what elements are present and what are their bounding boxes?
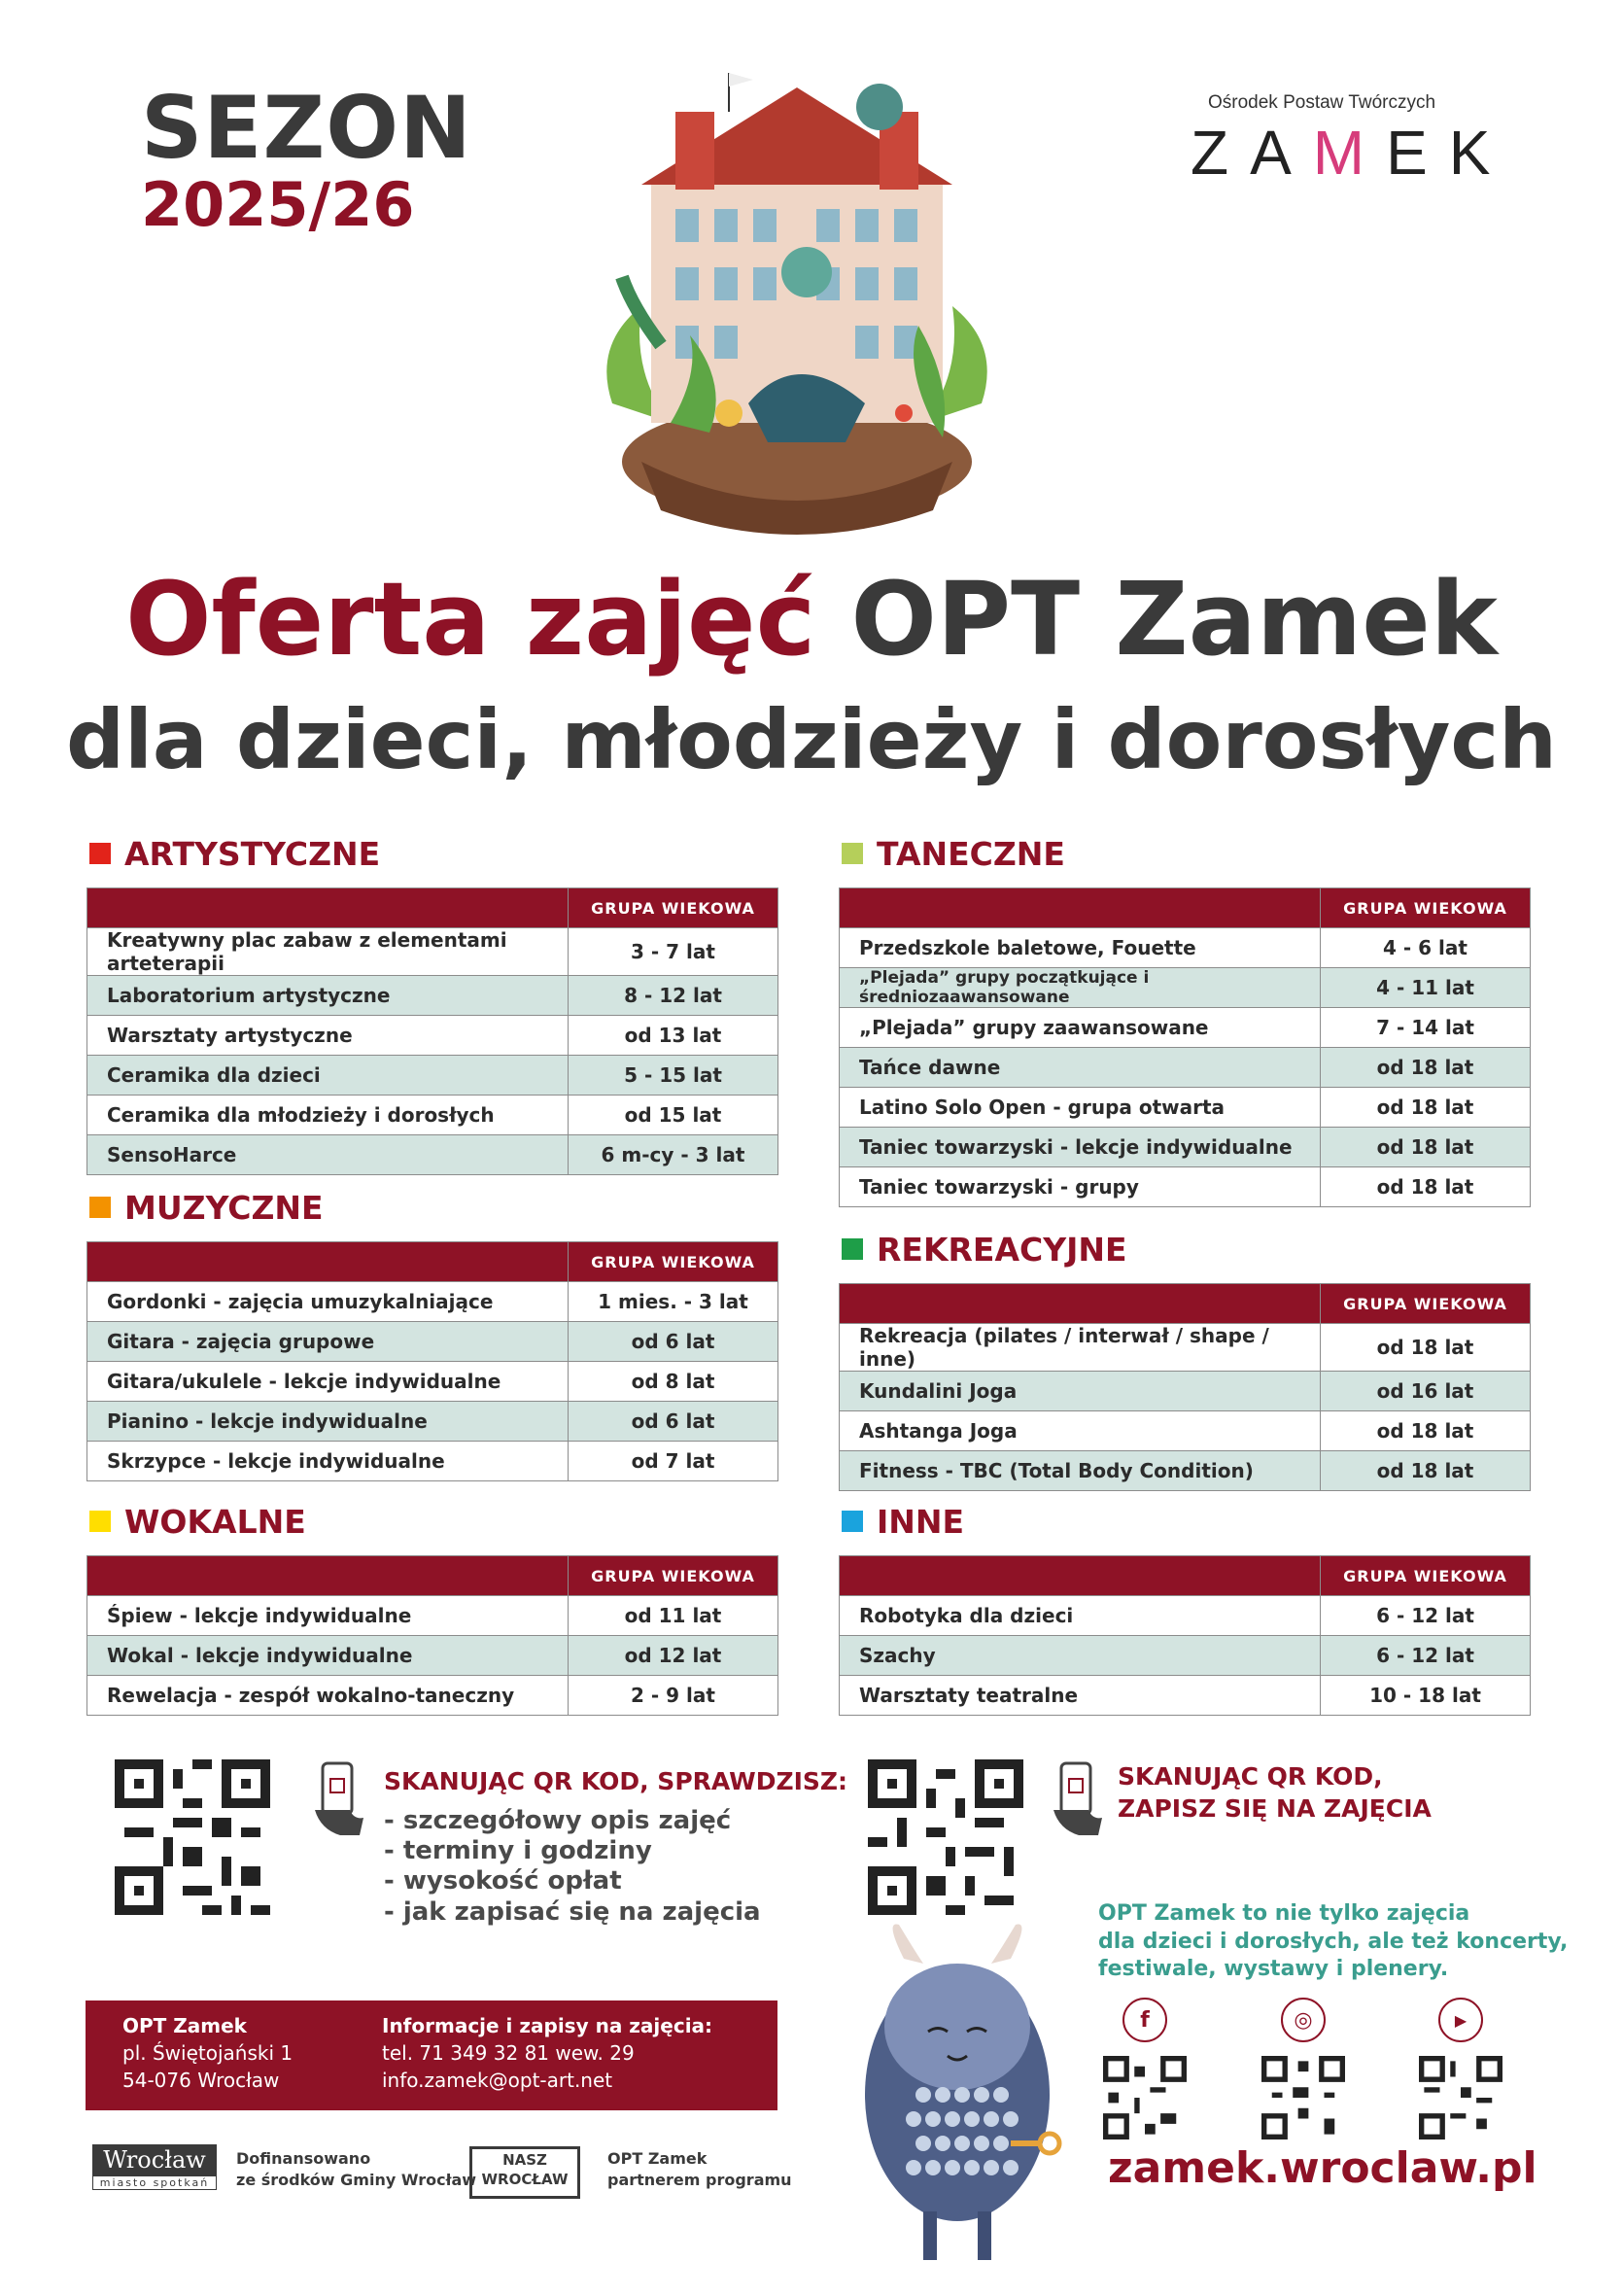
table-rekreacyjne <box>839 1283 1531 1491</box>
category-marker <box>842 843 863 864</box>
course-label: Gitara/ukulele - lekcje indywidualne <box>87 1362 569 1402</box>
age-value: od 18 lat <box>1321 1451 1531 1491</box>
phone-scan-icon <box>311 1761 367 1839</box>
age-value: od 6 lat <box>569 1322 778 1362</box>
funding-note: Dofinansowano ze środków Gminy Wrocław <box>236 2149 477 2189</box>
age-value: od 18 lat <box>1321 1048 1531 1088</box>
course-label: „Plejada” grupy zaawansowane <box>840 1008 1321 1048</box>
age-header: GRUPA WIEKOWA <box>569 1556 778 1596</box>
course-label: Robotyka dla dzieci <box>840 1596 1321 1636</box>
category-marker <box>89 843 111 864</box>
category-taneczne: TANECZNE <box>842 834 1065 873</box>
age-value: 1 mies. - 3 lat <box>569 1282 778 1322</box>
course-label: Latino Solo Open - grupa otwarta <box>840 1088 1321 1128</box>
course-label: Śpiew - lekcje indywidualne <box>87 1596 569 1636</box>
course-label: SensoHarce <box>87 1135 569 1175</box>
phone-number[interactable]: tel. 71 349 32 81 wew. 29 <box>382 2041 635 2065</box>
age-value: od 18 lat <box>1321 1128 1531 1167</box>
age-value: od 13 lat <box>569 1016 778 1056</box>
age-value: 4 - 6 lat <box>1321 928 1531 968</box>
zamek-logo: ZAMEK <box>1191 118 1512 188</box>
table-wokalne <box>86 1555 778 1716</box>
age-value: 7 - 14 lat <box>1321 1008 1531 1048</box>
course-label: Tańce dawne <box>840 1048 1321 1088</box>
table-taneczne <box>839 887 1531 1207</box>
age-header: GRUPA WIEKOWA <box>1321 1556 1531 1596</box>
category-wokalne: WOKALNE <box>89 1502 306 1541</box>
qr-code-youtube[interactable] <box>1419 2056 1502 2139</box>
table-muzyczne <box>86 1241 778 1481</box>
course-label: Warsztaty teatralne <box>840 1676 1321 1716</box>
logo-subtitle: Ośrodek Postaw Twórczych <box>1208 92 1436 113</box>
category-muzyczne: MUZYCZNE <box>89 1188 324 1227</box>
course-label: „Plejada” grupy początkujące i średniozaawansowane <box>840 968 1321 1008</box>
instagram-icon[interactable]: ◎ <box>1281 1998 1326 2042</box>
monster-illustration <box>846 1920 1069 2270</box>
age-value: od 18 lat <box>1321 1324 1531 1372</box>
scan-item: - wysokość opłat <box>384 1866 622 1896</box>
promo-text: OPT Zamek to nie tylko zajęcia dla dzieci i dorosłych, ale też koncerty, festiwale, wystawy i plenery. <box>1098 1901 1569 1982</box>
qr-code-signup[interactable] <box>868 1759 1023 1915</box>
contact-box <box>86 2000 777 2110</box>
age-value: od 16 lat <box>1321 1372 1531 1411</box>
course-label: Taniec towarzyski - grupy <box>840 1167 1321 1207</box>
course-label: Rekreacja (pilates / interwał / shape / inne) <box>840 1324 1321 1372</box>
nasz-wroclaw-logo: NASZ WROCŁAW <box>469 2146 580 2199</box>
age-value: od 18 lat <box>1321 1088 1531 1128</box>
castle-illustration <box>583 53 1011 535</box>
scan-right-title: SKANUJĄC QR KOD, ZAPISZ SIĘ NA ZAJĘCIA <box>1118 1762 1432 1823</box>
category-marker <box>89 1511 111 1532</box>
age-value: 8 - 12 lat <box>569 976 778 1016</box>
course-label: Kreatywny plac zabaw z elementami arteterapii <box>87 928 569 976</box>
age-value: 6 m-cy - 3 lat <box>569 1135 778 1175</box>
age-value: 10 - 18 lat <box>1321 1676 1531 1716</box>
course-label: Pianino - lekcje indywidualne <box>87 1402 569 1442</box>
category-rekreacyjne: REKREACYJNE <box>842 1230 1127 1269</box>
email-address[interactable]: info.zamek@opt-art.net <box>382 2069 613 2092</box>
course-label: Skrzypce - lekcje indywidualne <box>87 1442 569 1481</box>
age-value: 6 - 12 lat <box>1321 1636 1531 1676</box>
website-link[interactable]: zamek.wroclaw.pl <box>1108 2143 1537 2193</box>
season-label: SEZON <box>141 78 472 178</box>
age-header: GRUPA WIEKOWA <box>1321 888 1531 928</box>
age-value: od 6 lat <box>569 1402 778 1442</box>
age-value: od 7 lat <box>569 1442 778 1481</box>
scan-left-title: SKANUJĄC QR KOD, SPRAWDZISZ: <box>384 1767 848 1795</box>
age-value: 5 - 15 lat <box>569 1056 778 1096</box>
course-label: Szachy <box>840 1636 1321 1676</box>
season-year: 2025/26 <box>141 169 415 240</box>
wroclaw-logo: Wrocław miasto spotkań <box>92 2144 217 2190</box>
facebook-icon[interactable]: f <box>1122 1998 1167 2042</box>
org-name: OPT Zamek <box>122 2014 247 2037</box>
age-header: GRUPA WIEKOWA <box>569 1242 778 1282</box>
age-value: 2 - 9 lat <box>569 1676 778 1716</box>
category-inne: INNE <box>842 1502 964 1541</box>
age-value: od 11 lat <box>569 1596 778 1636</box>
org-city: 54-076 Wrocław <box>122 2069 280 2092</box>
course-label: Gitara - zajęcia grupowe <box>87 1322 569 1362</box>
table-inne <box>839 1555 1531 1716</box>
course-label: Taniec towarzyski - lekcje indywidualne <box>840 1128 1321 1167</box>
scan-left-list <box>384 1806 761 1928</box>
age-value: od 18 lat <box>1321 1411 1531 1451</box>
phone-scan-icon <box>1050 1761 1106 1839</box>
course-label: Ceramika dla dzieci <box>87 1056 569 1096</box>
course-label: Przedszkole baletowe, Fouette <box>840 928 1321 968</box>
category-marker <box>842 1511 863 1532</box>
scan-item: - szczegółowy opis zajęć <box>384 1806 732 1835</box>
age-header: GRUPA WIEKOWA <box>1321 1284 1531 1324</box>
main-title: Oferta zajęć OPT Zamek <box>125 560 1498 678</box>
category-marker <box>842 1238 863 1260</box>
course-label: Rewelacja - zespół wokalno-taneczny <box>87 1676 569 1716</box>
info-title: Informacje i zapisy na zajęcia: <box>382 2014 713 2037</box>
course-label: Gordonki - zajęcia umuzykalniające <box>87 1282 569 1322</box>
category-marker <box>89 1197 111 1218</box>
course-label: Laboratorium artystyczne <box>87 976 569 1016</box>
partner-note: OPT Zamek partnerem programu <box>607 2149 792 2189</box>
scan-item: - jak zapisać się na zajęcia <box>384 1896 761 1927</box>
course-label: Ashtanga Joga <box>840 1411 1321 1451</box>
age-value: od 18 lat <box>1321 1167 1531 1207</box>
org-street: pl. Świętojański 1 <box>122 2041 294 2065</box>
table-artystyczne <box>86 887 778 1175</box>
course-label: Wokal - lekcje indywidualne <box>87 1636 569 1676</box>
course-label: Kundalini Joga <box>840 1372 1321 1411</box>
youtube-icon[interactable]: ▶ <box>1438 1998 1483 2042</box>
qr-code-info[interactable] <box>115 1759 270 1915</box>
qr-code-instagram[interactable] <box>1261 2056 1345 2139</box>
age-value: 4 - 11 lat <box>1321 968 1531 1008</box>
course-label: Warsztaty artystyczne <box>87 1016 569 1056</box>
age-value: 6 - 12 lat <box>1321 1596 1531 1636</box>
course-label: Ceramika dla młodzieży i dorosłych <box>87 1096 569 1135</box>
age-value: 3 - 7 lat <box>569 928 778 976</box>
age-value: od 8 lat <box>569 1362 778 1402</box>
age-value: od 15 lat <box>569 1096 778 1135</box>
age-value: od 12 lat <box>569 1636 778 1676</box>
main-subtitle: dla dzieci, młodzieży i dorosłych <box>66 692 1557 787</box>
scan-item: - terminy i godziny <box>384 1836 652 1866</box>
course-label: Fitness - TBC (Total Body Condition) <box>840 1451 1321 1491</box>
age-header: GRUPA WIEKOWA <box>569 888 778 928</box>
category-artystyczne: ARTYSTYCZNE <box>89 834 380 873</box>
qr-code-facebook[interactable] <box>1103 2056 1187 2139</box>
